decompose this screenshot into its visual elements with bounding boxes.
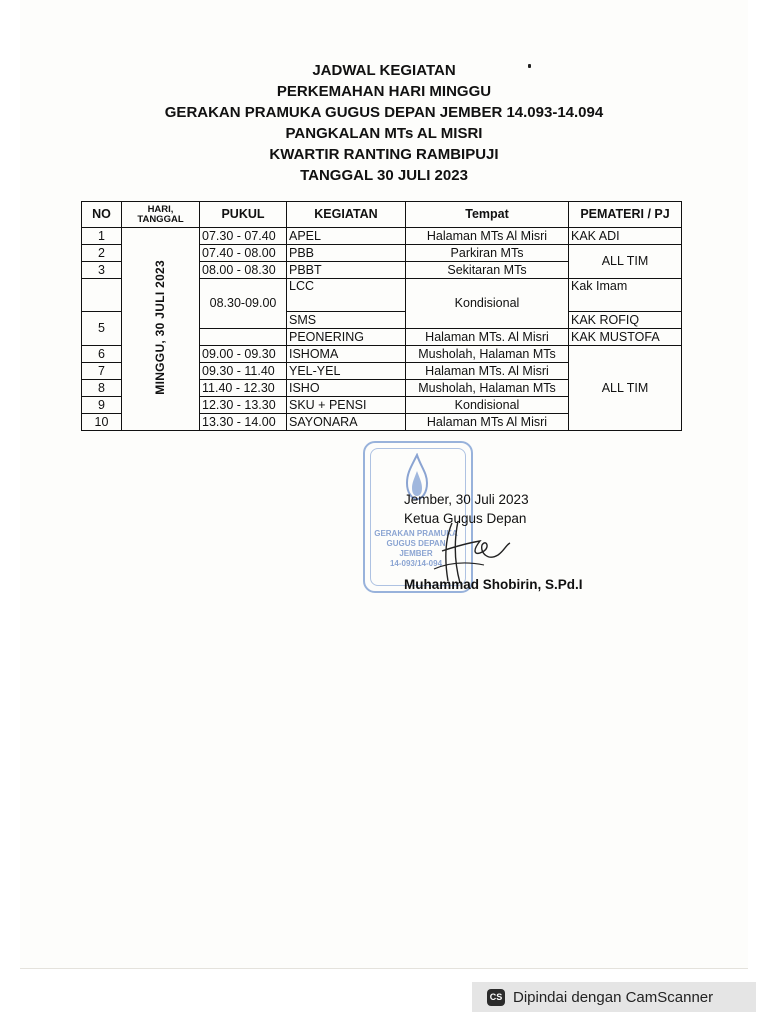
signature-title: Ketua Gugus Depan	[404, 511, 527, 526]
cell-pukul	[200, 329, 287, 346]
header-tempat: Tempat	[406, 202, 569, 228]
cell-no: 10	[82, 414, 122, 431]
schedule-table	[81, 201, 682, 431]
scan-speck	[528, 64, 531, 68]
stamp-line: GUGUS DEPAN	[386, 539, 446, 548]
heading-organization: GERAKAN PRAMUKA GUGUS DEPAN JEMBER 14.093-14.094	[164, 104, 604, 121]
camscanner-watermark	[472, 982, 756, 1012]
cell-tempat: Sekitaran MTs	[406, 262, 569, 279]
cell-kegiatan: PBB	[287, 245, 406, 262]
document-heading	[0, 60, 768, 186]
cell-tempat: Halaman MTs. Al Misri	[406, 363, 569, 380]
cell-day	[122, 228, 200, 431]
cell-no: 7	[82, 363, 122, 380]
heading-kwartir: KWARTIR RANTING RAMBIPUJI	[269, 146, 499, 163]
cell-no: 5	[82, 312, 122, 346]
cell-pemateri: Kak Imam	[569, 279, 682, 312]
cell-kegiatan: PBBT	[287, 262, 406, 279]
cell-pukul: 12.30 - 13.30	[200, 397, 287, 414]
cell-tempat: Halaman MTs Al Misri	[406, 228, 569, 245]
table-row	[82, 228, 682, 245]
stamp-line: GERAKAN PRAMUKA	[374, 529, 458, 538]
header-tanggal: TANGGAL	[137, 213, 184, 225]
header-pemateri: PEMATERI / PJ	[569, 202, 682, 228]
cell-no: 6	[82, 346, 122, 363]
cell-tempat: Halaman MTs Al Misri	[406, 414, 569, 431]
table-header-row	[82, 202, 682, 228]
camscanner-logo-icon: CS	[487, 989, 505, 1006]
cell-tempat: Kondisional	[406, 397, 569, 414]
header-no: NO	[82, 202, 122, 228]
cell-pemateri: ALL TIM	[569, 346, 682, 431]
cell-no: 3	[82, 262, 122, 279]
day-label: MINGGU, 30 JULI 2023	[153, 259, 167, 395]
cell-pukul: 09.00 - 09.30	[200, 346, 287, 363]
header-hari-tanggal	[122, 202, 200, 228]
cell-tempat: Musholah, Halaman MTs	[406, 380, 569, 397]
cell-kegiatan: LCC	[287, 279, 406, 312]
cell-kegiatan: ISHOMA	[287, 346, 406, 363]
cell-kegiatan: PEONERING	[287, 329, 406, 346]
cell-tempat: Musholah, Halaman MTs	[406, 346, 569, 363]
camscanner-text: Dipindai dengan CamScanner	[513, 988, 714, 1006]
cell-no: 1	[82, 228, 122, 245]
signature-place-date: Jember, 30 Juli 2023	[404, 492, 529, 507]
cell-kegiatan: SAYONARA	[287, 414, 406, 431]
heading-base: PANGKALAN MTs AL MISRI	[285, 125, 483, 142]
cell-pemateri: KAK ROFIQ	[569, 312, 682, 329]
cell-no: 2	[82, 245, 122, 262]
cell-kegiatan: APEL	[287, 228, 406, 245]
heading-event: PERKEMAHAN HARI MINGGU	[276, 83, 492, 100]
cell-tempat: Halaman MTs. Al Misri	[406, 329, 569, 346]
cell-pukul: 11.40 - 12.30	[200, 380, 287, 397]
cell-tempat: Kondisional	[406, 279, 569, 329]
cell-pukul: 08.30-09.00	[200, 279, 287, 329]
stamp-line: JEMBER	[399, 549, 433, 558]
cell-pukul: 07.30 - 07.40	[200, 228, 287, 245]
signer-name: Muhammad Shobirin, S.Pd.I	[404, 577, 583, 592]
header-pukul: PUKUL	[200, 202, 287, 228]
cell-no: 8	[82, 380, 122, 397]
header-hari: HARI,	[147, 203, 174, 215]
cell-kegiatan: ISHO	[287, 380, 406, 397]
stamp-line: 14-093/14-094	[389, 559, 443, 568]
cell-pukul: 08.00 - 08.30	[200, 262, 287, 279]
heading-date: TANGGAL 30 JULI 2023	[300, 167, 468, 184]
cell-no: 9	[82, 397, 122, 414]
cell-kegiatan: YEL-YEL	[287, 363, 406, 380]
cell-kegiatan: SMS	[287, 312, 406, 329]
cell-pukul: 07.40 - 08.00	[200, 245, 287, 262]
cell-pukul: 13.30 - 14.00	[200, 414, 287, 431]
cell-no	[82, 279, 122, 312]
cell-pemateri: KAK MUSTOFA	[569, 329, 682, 346]
cell-tempat: Parkiran MTs	[406, 245, 569, 262]
cell-pukul: 09.30 - 11.40	[200, 363, 287, 380]
heading-title: JADWAL KEGIATAN	[312, 62, 456, 79]
header-kegiatan: KEGIATAN	[287, 202, 406, 228]
cell-pemateri: KAK ADI	[569, 228, 682, 245]
cell-kegiatan: SKU + PENSI	[287, 397, 406, 414]
cell-pemateri: ALL TIM	[569, 245, 682, 279]
